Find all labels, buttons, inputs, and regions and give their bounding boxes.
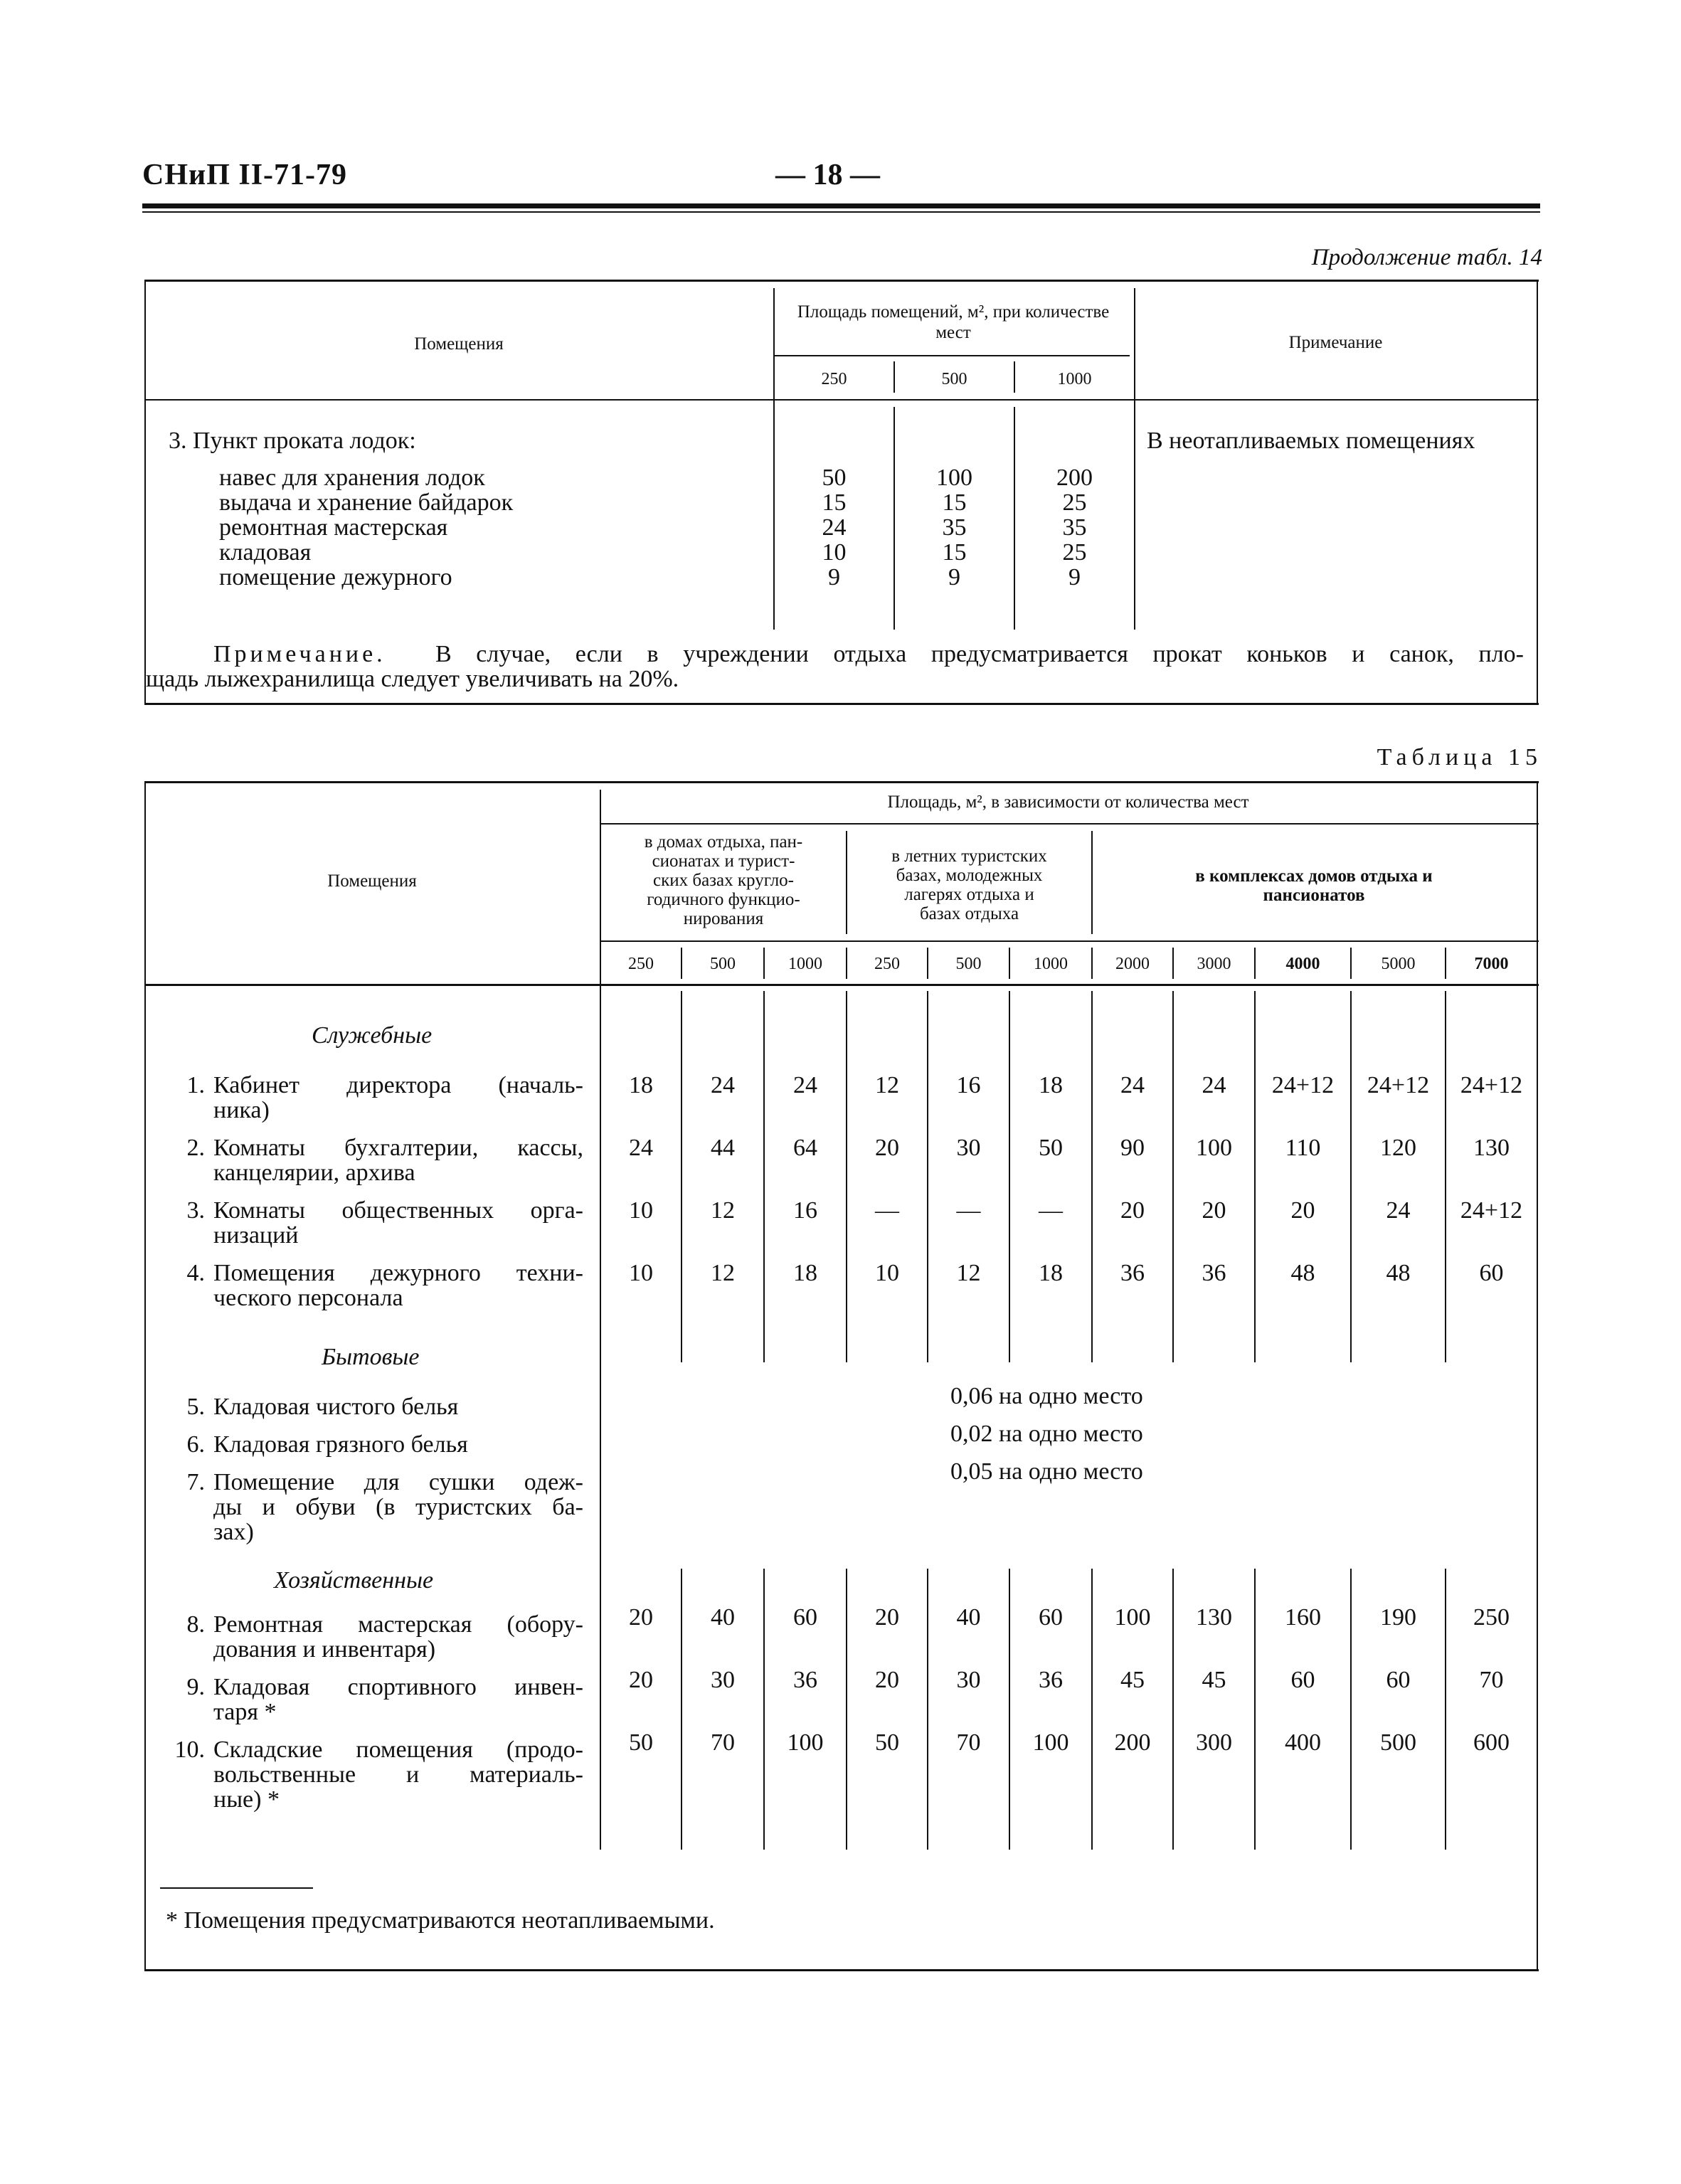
t15-footnote: * Помещения предусматриваются неотапливаемыми.: [166, 1907, 715, 1934]
t15-col-head: 4000: [1285, 955, 1320, 973]
t15-row-name-cont: низаций: [213, 1222, 299, 1249]
t15-col-divider: [1009, 991, 1010, 1362]
t15-cell: 24: [1120, 1072, 1145, 1098]
t15-group-a-line: ских базах кругло-: [652, 871, 794, 890]
t15-cell: 20: [875, 1135, 899, 1161]
t15-row-number: 9.: [186, 1674, 205, 1700]
t15-group-a-line: сионатах и турист-: [652, 852, 795, 871]
t14-group-title: 3. Пункт проката лодок:: [169, 428, 416, 454]
t15-cell: 12: [711, 1260, 735, 1286]
t15-cell: 24: [629, 1135, 653, 1161]
t14-col-250: 250: [821, 370, 847, 388]
header-rule-thin: [142, 211, 1540, 213]
t15-group-divider-a: [846, 831, 847, 934]
t14-col-divider-2b: [893, 407, 895, 630]
t14-head-rooms: Помещения: [414, 334, 504, 354]
t15-row-number: 1.: [186, 1072, 205, 1098]
t15-cell: 30: [711, 1667, 735, 1693]
t15-cell: —: [1039, 1197, 1063, 1224]
t15-cell: 40: [711, 1604, 735, 1631]
t15-cell: 24+12: [1460, 1197, 1523, 1224]
t15-row-name: Кабинет директора (началь-: [213, 1072, 583, 1098]
t15-cell: 60: [1386, 1667, 1411, 1693]
t15-cell: 50: [1039, 1135, 1063, 1161]
t14-head-area: Площадь помещений, м², при количестве мест: [797, 302, 1110, 342]
t15-cell: 24: [711, 1072, 735, 1098]
t15-cell: 10: [629, 1197, 653, 1224]
table15-title: Таблица 15: [1377, 744, 1542, 770]
t15-cell: 600: [1473, 1729, 1510, 1756]
t14-row-name: навес для хранения лодок: [219, 465, 485, 491]
t15-col-divider: [846, 1569, 847, 1850]
t15-top-rule: [144, 781, 1539, 783]
t15-cell: 36: [1202, 1260, 1226, 1286]
t15-col-head: 5000: [1381, 955, 1416, 973]
t15-col-head: 500: [710, 955, 736, 973]
t14-cell: 15: [942, 539, 967, 566]
t15-head-area: Площадь, м², в зависимости от количества мест: [887, 793, 1249, 812]
t15-head-rule: [144, 984, 1539, 986]
t15-cell: 50: [629, 1729, 653, 1756]
t15-cell: 60: [1039, 1604, 1063, 1631]
t15-cell: 20: [875, 1604, 899, 1631]
t15-cell: 48: [1386, 1260, 1411, 1286]
document-code: СНиП II-71-79: [142, 159, 348, 191]
t15-row-name-cont: зах): [213, 1519, 254, 1545]
t15-row-value: 0,05 на одно место: [950, 1458, 1143, 1485]
t14-cell: 9: [828, 564, 840, 590]
t15-cell: 130: [1473, 1135, 1510, 1161]
t15-col-divider: [763, 1569, 765, 1850]
t15-bottom-rule: [144, 1969, 1539, 1971]
t15-cell: 50: [875, 1729, 899, 1756]
t15-cell: 160: [1285, 1604, 1321, 1631]
t15-col-divider: [1350, 948, 1352, 979]
t15-group-c-line: пансионатов: [1263, 886, 1365, 905]
t15-row-value: 0,06 на одно место: [950, 1383, 1143, 1409]
t15-group-b-line: лагерях отдыха и: [904, 885, 1034, 904]
t14-note-label: Примечание.: [213, 641, 386, 667]
t15-cell: 16: [793, 1197, 817, 1224]
t15-col-divider: [927, 991, 928, 1362]
t15-row-name: Кладовая грязного белья: [213, 1431, 468, 1458]
t14-col-divider-2a: [893, 361, 895, 393]
t15-row-name: Кладовая спортивного инвен-: [213, 1674, 583, 1700]
t15-col-divider: [927, 1569, 928, 1850]
t15-group-b-line: базах отдыха: [919, 904, 1019, 923]
t15-cell: 18: [1039, 1260, 1063, 1286]
t15-cell: 20: [629, 1604, 653, 1631]
t15-left-border: [144, 781, 146, 1971]
t15-cell: 16: [956, 1072, 981, 1098]
t15-group-divider-b: [1091, 831, 1093, 934]
t14-head-note: Примечание: [1288, 333, 1383, 352]
t15-cell: 90: [1120, 1135, 1145, 1161]
t15-col-divider: [1091, 948, 1093, 979]
t15-row-number: 2.: [186, 1135, 205, 1161]
t15-row-value: 0,02 на одно место: [950, 1421, 1143, 1447]
t14-cell: 25: [1062, 539, 1087, 566]
t14-cell: 9: [948, 564, 960, 590]
t15-row-name-cont: дования и инвентаря): [213, 1636, 436, 1663]
t15-row-name-cont: канцелярии, архива: [213, 1160, 415, 1186]
t15-col-divider: [1172, 1569, 1174, 1850]
t14-top-rule: [144, 280, 1539, 282]
t15-row-name: Ремонтная мастерская (обору-: [213, 1611, 583, 1638]
t15-cell: 24+12: [1460, 1072, 1523, 1098]
t15-col-head: 2000: [1115, 955, 1150, 973]
t15-col-head: 1000: [1034, 955, 1068, 973]
t15-cell: 20: [1290, 1197, 1315, 1224]
t15-row-number: 7.: [186, 1469, 205, 1495]
t15-row-number: 10.: [174, 1737, 205, 1763]
t15-cell: 500: [1380, 1729, 1416, 1756]
t14-col-500: 500: [941, 370, 967, 388]
t15-row-name-cont: ческого персонала: [213, 1285, 403, 1311]
t15-col-divider: [1445, 1569, 1446, 1850]
t15-group-b: [848, 847, 1091, 923]
t15-row-number: 6.: [186, 1431, 205, 1458]
t15-col-divider: [1350, 1569, 1352, 1850]
t14-col-1000: 1000: [1057, 370, 1092, 388]
t15-col-divider: [681, 991, 682, 1362]
t15-cell: 20: [875, 1667, 899, 1693]
t15-col-head: 3000: [1197, 955, 1231, 973]
t15-footnote-rule: [160, 1887, 313, 1889]
t14-row-name: выдача и хранение байдарок: [219, 489, 514, 516]
t14-cell: 100: [936, 465, 972, 491]
t15-cell: 45: [1120, 1667, 1145, 1693]
t15-cell: 12: [711, 1197, 735, 1224]
t15-group-a-line: нирования: [683, 909, 764, 928]
t15-cell: 48: [1290, 1260, 1315, 1286]
t15-cell: 70: [711, 1729, 735, 1756]
t15-row-number: 4.: [186, 1260, 205, 1286]
t15-col-head: 500: [955, 955, 982, 973]
t14-col-divider-3b: [1014, 407, 1015, 630]
t15-cell: 100: [787, 1729, 824, 1756]
t15-row-name: Помещения дежурного техни-: [213, 1260, 583, 1286]
t15-cell: 130: [1196, 1604, 1232, 1631]
t15-cell: 60: [1290, 1667, 1315, 1693]
t15-col-divider: [1091, 991, 1093, 1362]
t15-cell: 100: [1032, 1729, 1069, 1756]
t14-col-divider-3a: [1014, 361, 1015, 393]
t14-bottom-rule: [144, 703, 1539, 705]
t15-row-number: 3.: [186, 1197, 205, 1224]
t15-col-divider: [1009, 948, 1010, 979]
t15-cell: 12: [956, 1260, 981, 1286]
t15-group-a: [602, 832, 845, 928]
t15-row-name: Комнаты общественных орга-: [213, 1197, 583, 1224]
t15-cell: 18: [1039, 1072, 1063, 1098]
t15-col-divider: [1254, 1569, 1256, 1850]
t15-cell: 70: [956, 1729, 981, 1756]
t15-row-name-cont: ные) *: [213, 1786, 280, 1813]
t14-cell: 25: [1062, 489, 1087, 516]
t14-row-name: ремонтная мастерская: [219, 514, 448, 541]
t14-row-name: помещение дежурного: [219, 564, 452, 590]
t15-section-economic: Хозяйственные: [274, 1567, 434, 1594]
t15-col-divider: [1172, 991, 1174, 1362]
t15-col-head: 250: [628, 955, 654, 973]
t14-col-divider-4: [1134, 288, 1135, 630]
t15-col-divider: [1009, 1569, 1010, 1850]
t15-right-border: [1537, 781, 1538, 1971]
t15-col-divider: [1350, 991, 1352, 1362]
t15-col-divider: [1445, 991, 1446, 1362]
t15-col-divider: [1172, 948, 1174, 979]
t15-cell: 300: [1196, 1729, 1232, 1756]
t14-group-note: В неотапливаемых помещениях: [1147, 428, 1475, 454]
t15-col-head: 7000: [1474, 955, 1509, 973]
t15-group-c: [1093, 866, 1534, 905]
t15-cell: 24: [793, 1072, 817, 1098]
t15-cell: 36: [793, 1667, 817, 1693]
t15-cell: 110: [1285, 1135, 1321, 1161]
t15-section-household: Бытовые: [322, 1344, 420, 1370]
t15-cell: 250: [1473, 1604, 1510, 1631]
t14-cell: 50: [822, 465, 847, 491]
t15-cell: 24+12: [1271, 1072, 1335, 1098]
t15-col-divider: [763, 948, 765, 979]
t15-col-divider: [1254, 991, 1256, 1362]
t15-group-c-line: в комплексах домов отдыха и: [1195, 866, 1433, 886]
t15-area-rule: [600, 823, 1539, 825]
t15-col-divider: [763, 991, 765, 1362]
t15-col-divider: [1445, 948, 1446, 979]
t15-cell: 12: [875, 1072, 899, 1098]
t15-row-name-cont: вольственные и материаль-: [213, 1761, 583, 1788]
t15-cell: 190: [1380, 1604, 1416, 1631]
t15-cell: 30: [956, 1135, 981, 1161]
t15-group-b-line: базах, молодежных: [896, 866, 1043, 885]
t15-cell: 60: [1479, 1260, 1504, 1286]
t15-cell: 45: [1202, 1667, 1226, 1693]
t15-col-divider: [846, 991, 847, 1362]
t14-right-border: [1537, 280, 1538, 704]
t15-cell: 400: [1285, 1729, 1321, 1756]
t15-cell: 20: [1120, 1197, 1145, 1224]
t15-cell: 20: [1202, 1197, 1226, 1224]
t15-cell: 18: [793, 1260, 817, 1286]
t15-col-divider: [1254, 948, 1256, 979]
t15-cell: 10: [629, 1260, 653, 1286]
t15-head-rooms: Помещения: [327, 871, 417, 891]
t14-cell: 9: [1068, 564, 1081, 590]
t15-cell: 44: [711, 1135, 735, 1161]
t15-cell: 40: [956, 1604, 981, 1631]
t14-cell: 35: [1062, 514, 1087, 541]
t15-cell: 20: [629, 1667, 653, 1693]
t15-cell: —: [875, 1197, 899, 1224]
t15-row-number: 8.: [186, 1611, 205, 1638]
t15-cell: 24: [1386, 1197, 1411, 1224]
t14-cell: 35: [942, 514, 967, 541]
t14-cell: 10: [822, 539, 847, 566]
t15-cell: 120: [1380, 1135, 1416, 1161]
t14-head-rule: [144, 399, 1539, 401]
t14-row-name: кладовая: [219, 539, 312, 566]
t14-cell: 200: [1056, 465, 1093, 491]
t15-cell: 100: [1196, 1135, 1232, 1161]
t15-col-divider: [846, 948, 847, 979]
t15-cell: 36: [1120, 1260, 1145, 1286]
t15-row-name: Комнаты бухгалтерии, кассы,: [213, 1135, 583, 1161]
t15-cell: 64: [793, 1135, 817, 1161]
t15-group-b-line: в летних туристских: [891, 847, 1047, 866]
t14-subhead-rule: [774, 355, 1130, 356]
t15-row-name: Помещение для сушки одеж-: [213, 1469, 583, 1495]
t15-row-number: 5.: [186, 1394, 205, 1420]
t14-cell: 24: [822, 514, 847, 541]
t15-cell: 70: [1479, 1667, 1504, 1693]
t15-row-name-cont: ника): [213, 1097, 270, 1123]
t15-group-a-line: годичного функцио-: [647, 890, 800, 909]
t15-row-name: Кладовая чистого белья: [213, 1394, 459, 1420]
t14-note-line1: В случае, если в учреждении отдыха предусматривается прокат коньков и санок, пло-: [435, 641, 1524, 667]
t15-cell: 60: [793, 1604, 817, 1631]
t15-col-divider: [681, 1569, 682, 1850]
t15-row-name-cont: ды и обуви (в туристских ба-: [213, 1494, 583, 1520]
t14-note-line2: щадь лыжехранилища следует увеличивать на 20%.: [146, 666, 679, 692]
t15-cell: 10: [875, 1260, 899, 1286]
t15-cell: 100: [1114, 1604, 1151, 1631]
t15-cell: 24: [1202, 1072, 1226, 1098]
t15-rooms-divider: [600, 790, 601, 1850]
t15-group-a-line: в домах отдыха, пан-: [644, 832, 803, 852]
header-rule: [142, 203, 1540, 208]
t15-cell: 18: [629, 1072, 653, 1098]
t15-group-rule: [600, 940, 1539, 942]
t15-row-name-cont: таря *: [213, 1699, 277, 1725]
t14-col-divider-1: [773, 288, 775, 630]
t15-col-divider: [1091, 1569, 1093, 1850]
table14-continuation-label: Продолжение табл. 14: [1311, 245, 1542, 270]
t14-cell: 15: [942, 489, 967, 516]
t15-cell: 30: [956, 1667, 981, 1693]
t15-cell: 36: [1039, 1667, 1063, 1693]
t15-col-divider: [927, 948, 928, 979]
t15-cell: 24+12: [1367, 1072, 1430, 1098]
t15-cell: —: [956, 1197, 981, 1224]
t15-col-head: 1000: [788, 955, 822, 973]
t14-cell: 15: [822, 489, 847, 516]
t15-cell: 200: [1114, 1729, 1151, 1756]
t15-row-name: Складские помещения (продо-: [213, 1737, 583, 1763]
t15-col-head: 250: [874, 955, 900, 973]
t15-col-divider: [681, 948, 682, 979]
page-number: — 18 —: [775, 159, 880, 191]
t15-section-service: Служебные: [312, 1022, 433, 1049]
